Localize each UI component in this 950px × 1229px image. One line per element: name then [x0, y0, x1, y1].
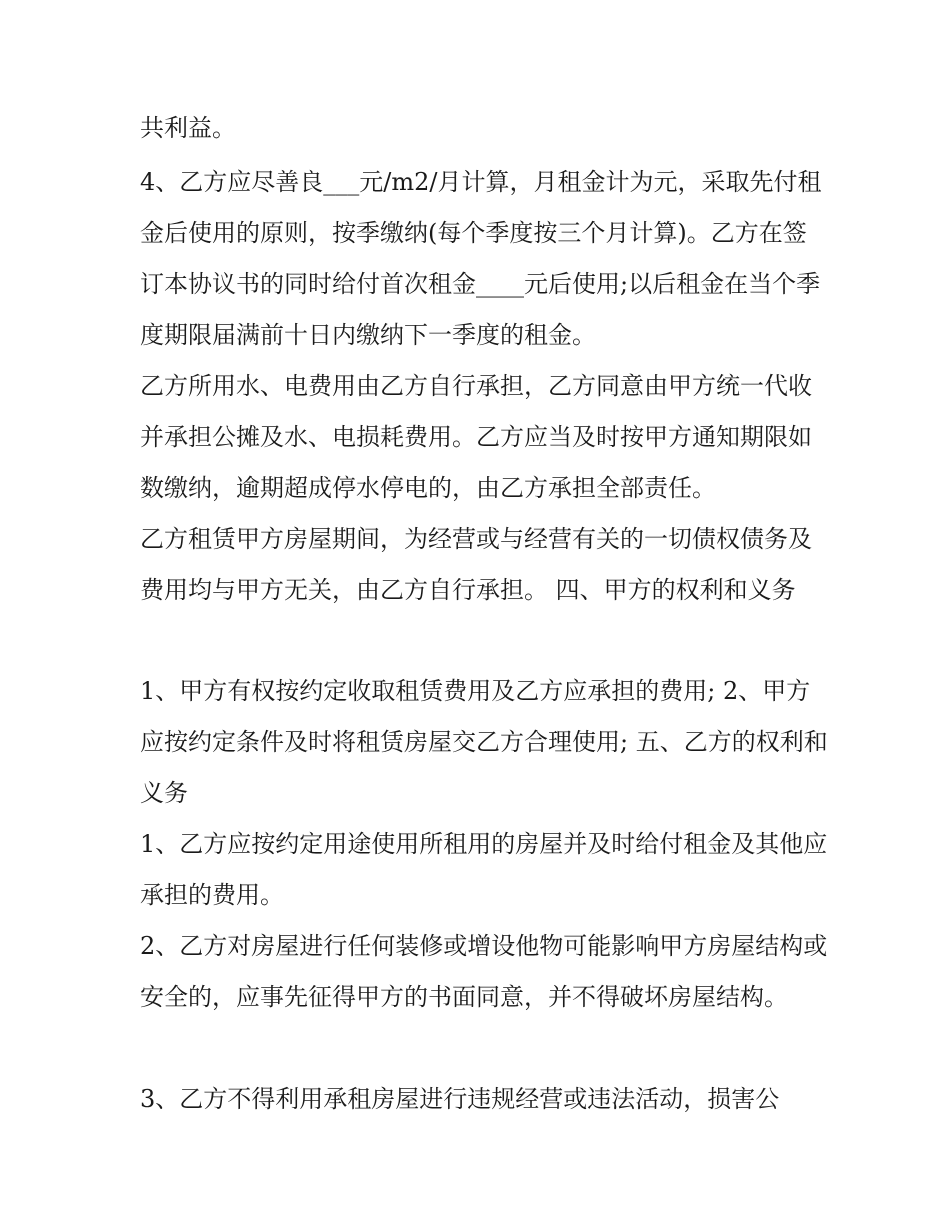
paragraph-4: 乙方租赁甲方房屋期间，为经营或与经营有关的一切债权债务及费用均与甲方无关，由乙方自行承担。 四、甲方的权利和义务 — [140, 525, 812, 604]
paragraph-5: 1、甲方有权按约定收取租赁费用及乙方应承担的费用; 2、甲方应按约定条件及时将租赁房屋交乙方合理使用; 五、乙方的权利和义务 — [140, 677, 828, 807]
paragraph-7: 2、乙方对房屋进行任何装修或增设他物可能影响甲方房屋结构或安全的，应事先征得甲方的书面同意，并不得破坏房屋结构。 — [140, 932, 828, 1011]
paragraph-8: 3、乙方不得利用承租房屋进行违规经营或违法活动，损害公 — [140, 1085, 780, 1113]
paragraph-1: 共利益。 — [140, 114, 236, 142]
paragraph-3: 乙方所用水、电费用由乙方自行承担，乙方同意由甲方统一代收并承担公摊及水、电损耗费用。乙方应当及时按甲方通知期限如数缴纳，逾期超成停水停电的，由乙方承担全部责任。 — [140, 372, 812, 502]
paragraph-6: 1、乙方应按约定用途使用所租用的房屋并及时给付租金及其他应承担的费用。 — [140, 830, 828, 909]
paragraph-2: 4、乙方应尽善良___元/m2/月计算，月租金计为元，采取先付租金后使用的原则，按季缴纳(每个季度按三个月计算)。乙方在签订本协议书的同时给付首次租金____元后使用;以后租金在当个季度期限届满前十日内缴纳下一季度的租金。 — [140, 168, 822, 349]
